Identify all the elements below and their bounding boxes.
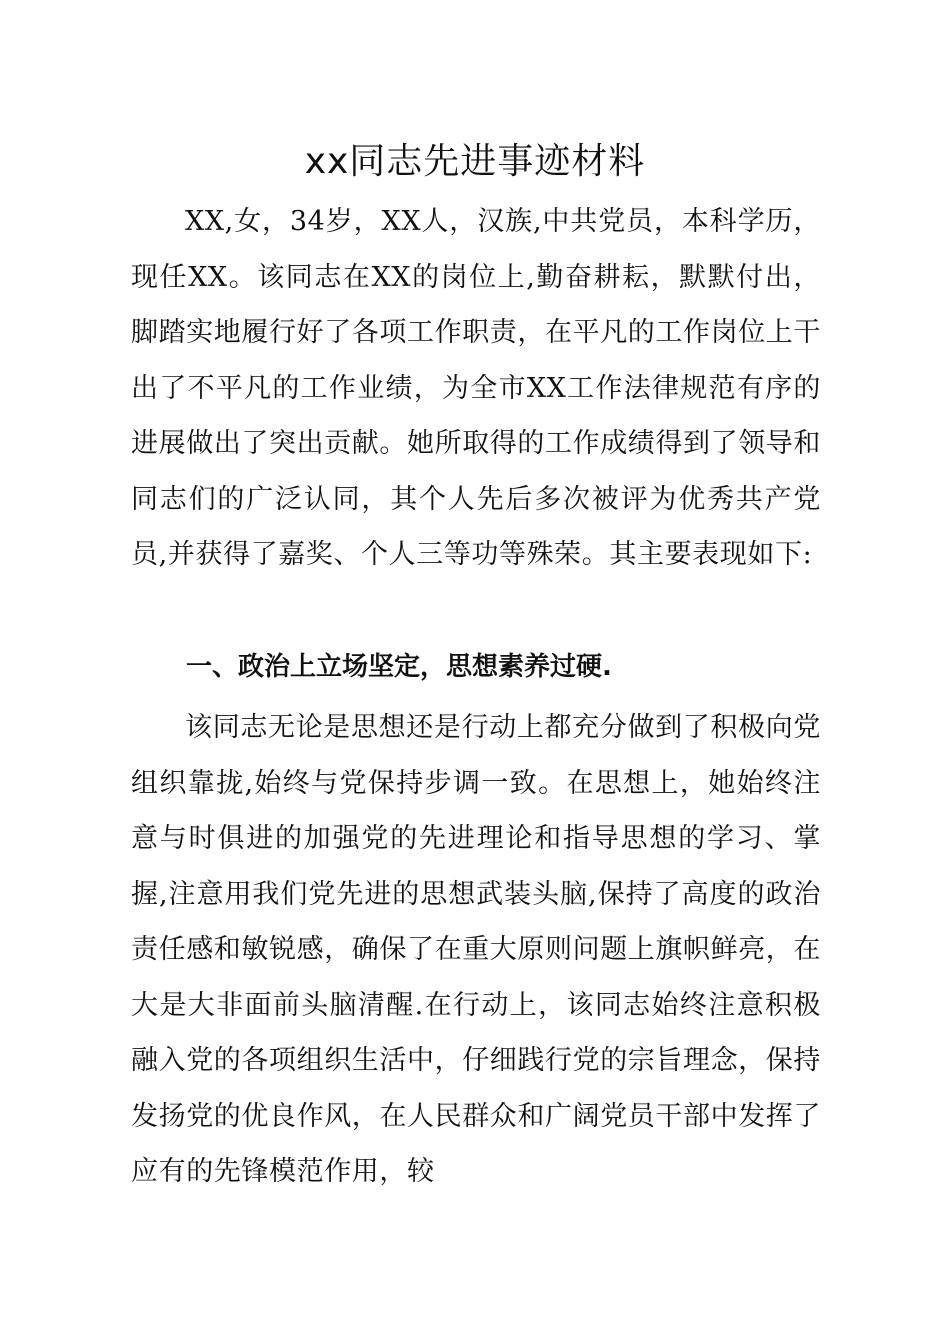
- section-paragraph-text: 该同志无论是思想还是行动上都充分做到了积极向党组织靠拢,始终与党保持步调一致。在思想上，她始终注意与时俱进的加强党的先进理论和指导思想的学习、掌握,注意用我们党先进的思想武装头脑,保持了高度的政治责任感和敏锐感，确保了在重大原则问题上旗帜鲜亮，在大是大非面前头脑清醒.在行动上，该同志始终注意积极融入党的各项组织生活中，仔细践行党的宗旨理念，保持发扬党的优良作风，在人民群众和广阔党员干部中发挥了应有的先锋模范作用，较: [131, 712, 821, 1187]
- section-paragraph: [131, 700, 821, 1200]
- intro-paragraph: [131, 194, 821, 583]
- intro-paragraph-text: XX,女，34岁，XX人，汉族,中共党员，本科学历，现任XX。该同志在XX的岗位上,勤奋耕耘，默默付出，脚踏实地履行好了各项工作职责，在平凡的工作岗位上干出了不平凡的工作业绩，为全市XX工作法律规范有序的进展做出了突出贡献。她所取得的工作成绩得到了领导和同志们的广泛认同，其个人先后多次被评为优秀共产党员,并获得了嘉奖、个人三等功等殊荣。其主要表现如下:: [131, 206, 821, 570]
- document-title: xx同志先进事迹材料: [304, 141, 646, 182]
- section-heading: 一、政治上立场坚定，思想素养过硬.: [186, 652, 612, 682]
